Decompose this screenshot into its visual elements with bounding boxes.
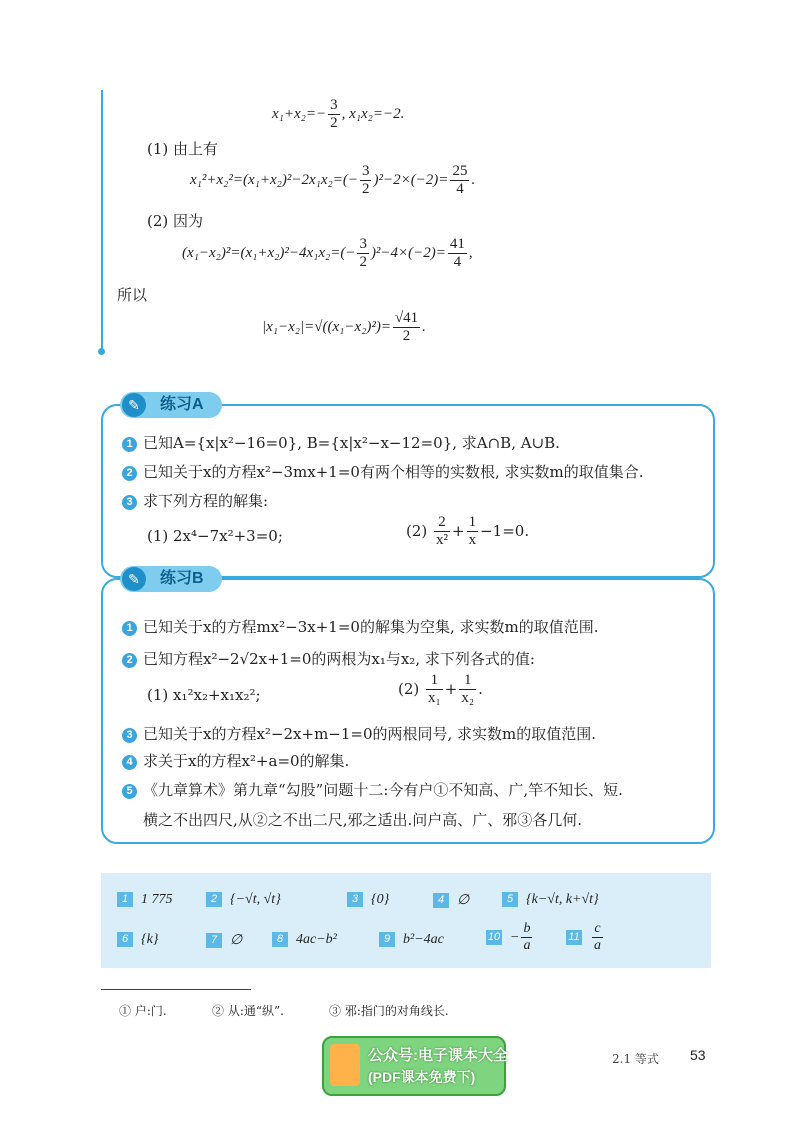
frac-num: 2 — [434, 514, 450, 532]
solution-line-2 — [190, 163, 475, 199]
question-text: 《九章算术》第九章“勾股”问题十二:今有户①不知高、广,竿不知长、短. — [143, 781, 623, 799]
answer-number: 1 — [117, 892, 133, 907]
answer-9 — [379, 932, 444, 948]
question-text: 已知A={x|x²−16=0}, B={x|x²−x−12=0}, 求A∩B, A∪B. — [143, 434, 560, 452]
frac-den: 2 — [330, 115, 338, 132]
frac-num: 3 — [328, 97, 340, 115]
answer-number: 4 — [433, 893, 449, 908]
frac-den: a — [523, 938, 531, 954]
answer-text: 1 775 — [141, 892, 173, 907]
exercise-b-q2-1: (1) x₁²x₂+x₁x₂²; — [147, 686, 261, 704]
answer-6 — [117, 932, 158, 948]
number-badge: 2 — [122, 466, 137, 481]
eq-text: + — [444, 679, 458, 698]
frac-den: x₁ — [428, 690, 441, 707]
exercise-b-q4 — [122, 750, 349, 771]
pencil-icon: ✎ — [122, 567, 146, 591]
section-label: 2.1 等式 — [612, 1052, 659, 1066]
number-badge: 3 — [122, 728, 137, 743]
footnote-2: ② 从:通“纵”. — [212, 1004, 284, 1018]
answer-text: {−√t, √t} — [230, 892, 281, 907]
frac-den: x² — [436, 532, 449, 549]
number-badge: 5 — [122, 784, 137, 799]
exercise-b-q5-line2: 横之不出四尺,从②之不出二尺,邪之适出.问户高、广、邪③各几何. — [143, 811, 583, 829]
eq-text: + — [452, 521, 465, 540]
frac-den: 2 — [359, 254, 367, 271]
frac-num: 3 — [360, 163, 372, 181]
eq-text: , x₁x₂=−2. — [341, 106, 405, 123]
answer-text: ∅ — [230, 933, 243, 948]
eq-text: , — [468, 245, 473, 262]
frac-den: 2 — [402, 328, 411, 345]
eq-text: )²−4×(−2)= — [370, 245, 446, 262]
answer-number: 3 — [347, 892, 363, 907]
sub-label: (2) — [398, 679, 420, 698]
solution-line-3 — [182, 236, 473, 272]
stamp-line-2: (PDF课本免费下) — [368, 1069, 476, 1085]
stamp-line-1: 公众号:电子课本大全 — [368, 1047, 508, 1064]
frac-num: 1 — [459, 672, 476, 690]
frac-num: 41 — [448, 236, 467, 254]
book-logo-icon — [330, 1044, 360, 1086]
eq-text: x₁²+x₂²=(x₁+x₂)²−2x₁x₂=(− — [190, 172, 358, 189]
part-1-label: (1) 由上有 — [147, 140, 219, 158]
exercise-a-q2 — [122, 461, 643, 482]
number-badge: 2 — [122, 653, 137, 668]
answer-5 — [502, 892, 599, 908]
eq-text: x₁+x₂=− — [272, 106, 327, 123]
footnote-1: ① 户:门. — [119, 1004, 167, 1018]
answer-number: 7 — [206, 933, 222, 948]
answer-number: 2 — [206, 892, 222, 907]
footnote-rule — [101, 989, 251, 990]
exercise-a-q3 — [122, 490, 268, 511]
eq-text: |x₁−x₂|=√((x₁−x₂)²)= — [262, 319, 391, 336]
eq-text: . — [422, 319, 426, 336]
answer-text: − — [510, 929, 520, 945]
eq-text: . — [478, 679, 483, 698]
page-number: 53 — [690, 1047, 706, 1063]
answer-4 — [433, 892, 469, 909]
answer-text: b²−4ac — [403, 932, 444, 947]
question-text: 已知方程x²−2√2x+1=0的两根为x₁与x₂, 求下列各式的值: — [143, 650, 535, 668]
question-text: 求下列方程的解集: — [143, 492, 269, 510]
question-text: 已知关于x的方程x²−3mx+1=0有两个相等的实数根, 求实数m的取值集合. — [143, 463, 644, 481]
answer-2 — [206, 892, 281, 908]
answer-number: 6 — [117, 932, 133, 947]
watermark-stamp — [322, 1036, 506, 1096]
exercise-a-q3-1: (1) 2x⁴−7x²+3=0; — [147, 527, 283, 545]
exercise-b-q3 — [122, 723, 596, 744]
sub-label: (2) — [406, 521, 428, 540]
exercise-b-header — [120, 566, 222, 592]
answer-10 — [486, 921, 534, 954]
footnote-3: ③ 邪:指门的对角线长. — [329, 1004, 449, 1018]
number-badge: 4 — [122, 755, 137, 770]
part-2-label: (2) 因为 — [147, 212, 204, 230]
frac-den: a — [594, 938, 601, 954]
answer-number: 8 — [272, 932, 288, 947]
frac-num: √41 — [393, 310, 420, 328]
answer-number: 11 — [566, 930, 582, 945]
number-badge: 1 — [122, 437, 137, 452]
frac-num: 3 — [357, 236, 369, 254]
answer-text: {k} — [141, 932, 159, 947]
answer-text: 4ac−b² — [296, 932, 337, 947]
answer-number: 5 — [502, 892, 518, 907]
answer-7 — [206, 932, 242, 949]
frac-num: 25 — [450, 163, 469, 181]
frac-den: x₂ — [461, 690, 475, 707]
exercise-b-title: 练习B — [160, 570, 204, 587]
frac-num: 1 — [426, 672, 443, 690]
frac-den: 4 — [456, 181, 464, 198]
answer-8 — [272, 932, 337, 948]
answer-text: {0} — [371, 892, 390, 907]
question-text: 已知关于x的方程mx²−3x+1=0的解集为空集, 求实数m的取值范围. — [143, 618, 599, 636]
answer-number: 9 — [379, 932, 395, 947]
exercise-a-title: 练习A — [160, 396, 204, 413]
exercise-a-q1 — [122, 432, 560, 453]
question-text: 已知关于x的方程x²−2x+m−1=0的两根同号, 求实数m的取值范围. — [143, 725, 597, 743]
pencil-icon: ✎ — [122, 393, 146, 417]
exercise-b-q2-2 — [398, 672, 483, 708]
number-badge: 1 — [122, 621, 137, 636]
answer-text: ∅ — [457, 893, 470, 908]
frac-num: b — [521, 921, 532, 938]
exercise-a-header — [120, 392, 222, 418]
answer-1 — [117, 892, 173, 908]
solution-side-dot — [98, 348, 105, 355]
frac-num: c — [592, 921, 603, 938]
eq-text: −1=0. — [480, 521, 530, 540]
exercise-b-q5 — [122, 779, 623, 800]
frac-num: 1 — [467, 514, 479, 532]
answer-number: 10 — [487, 930, 501, 943]
answer-panel — [101, 873, 711, 968]
answer-3 — [347, 892, 389, 908]
frac-den: x — [468, 532, 477, 549]
exercise-b-q2 — [122, 648, 535, 669]
exercise-a-q3-2 — [406, 514, 529, 550]
so-label: 所以 — [117, 286, 148, 304]
answer-11 — [566, 921, 605, 954]
exercise-b-q1 — [122, 616, 598, 637]
eq-text: . — [471, 172, 476, 189]
solution-line-4 — [262, 310, 426, 346]
answer-text: {k−√t, k+√t} — [526, 892, 599, 907]
eq-text: (x₁−x₂)²=(x₁+x₂)²−4x₁x₂=(− — [182, 245, 356, 262]
solution-line-1 — [272, 97, 404, 133]
solution-side-bar — [101, 90, 103, 352]
frac-den: 2 — [361, 181, 370, 198]
frac-den: 4 — [453, 254, 462, 271]
eq-text: )²−2×(−2)= — [373, 172, 449, 189]
number-badge: 3 — [122, 495, 137, 510]
question-text: 求关于x的方程x²+a=0的解集. — [143, 752, 350, 770]
